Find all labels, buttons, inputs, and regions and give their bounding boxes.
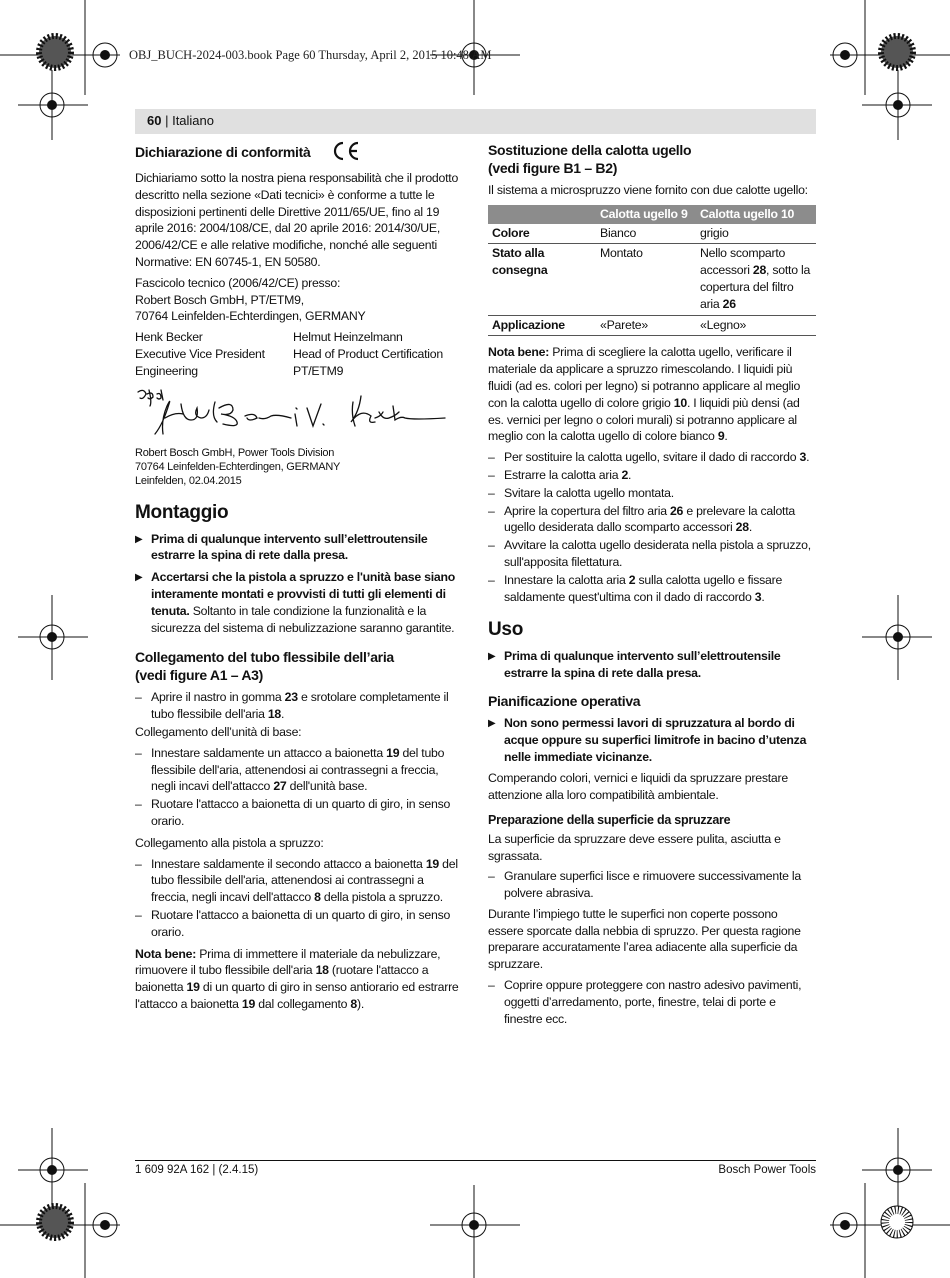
- ref-number: 27: [273, 779, 287, 794]
- base-step-1: [135, 745, 460, 795]
- ref-number: 3: [799, 450, 807, 465]
- dash-mark: –: [488, 467, 495, 482]
- text-run: Prima di immettere il materiale da nebulizzare, rimuovere il tubo flessibile dell'aria: [135, 946, 441, 978]
- use-bullet-1-text: Prima di qualunque intervento sull’elettroutensile estrarre la spina di rete dalla presa.: [504, 649, 781, 681]
- dash-mark: –: [488, 869, 495, 884]
- ref-number: 28: [752, 263, 767, 278]
- technical-file-line-3: 70764 Leinfelden-Echterdingen, GERMANY: [135, 309, 366, 324]
- text-run: .: [761, 589, 765, 604]
- ref-number: 26: [669, 503, 684, 518]
- right-column: [488, 141, 816, 1028]
- dash-mark: –: [488, 538, 495, 553]
- conformity-text: Dichiariamo sotto la nostra piena responsabilità che il prodotto descritto nella sezione «Dati tecnici» è conforme a tutte le disposizioni pertinenti delle Direttive 2011/65/UE, fino al 19 aprile 2016: 2004/108/CE, dal 20 aprile 2016: 2014/30/UE, 2006/42/CE e alle relative modifiche, nonché alle seguenti Normative: EN 60745-1, EN 50580.: [135, 171, 459, 269]
- hose-heading-line-1: Collegamento del tubo flessibile dell’aria: [135, 649, 394, 666]
- text-run: .: [724, 429, 728, 444]
- nozzle-step-5-text: Avvitare la calotta ugello desiderata nella pistola a spruzzo, sull'apposita filettatura.: [504, 538, 811, 569]
- dash-mark: –: [488, 978, 495, 993]
- text-run: Aprire il nastro in gomma: [151, 690, 285, 705]
- nozzle-step-3-text: Svitare la calotta ugello montata.: [504, 485, 674, 500]
- prep-step-2-text: Coprire oppure proteggere con nastro adesivo pavimenti, oggetti d’arredamento, porte, finestre, telai di porte e finestre ecc.: [504, 978, 802, 1026]
- hose-heading-line-2: (vedi figure A1 – A3): [135, 667, 264, 684]
- signer-1: [135, 329, 293, 379]
- text-run: di un quarto di giro in senso antiorario ed estrarre l'attacco a baionetta: [135, 980, 459, 1011]
- base-step-2-text: Ruotare l'attacco a baionetta di un quarto di giro, in senso orario.: [151, 797, 451, 828]
- assembly-heading: Montaggio: [135, 501, 229, 523]
- note-label: Nota bene:: [135, 946, 197, 961]
- assembly-bullet-2: [135, 569, 460, 636]
- signer-1-name: Henk Becker: [135, 330, 203, 345]
- ref-number: 19: [186, 980, 200, 995]
- base-step-2: [135, 796, 460, 830]
- ref-number: 19: [241, 996, 256, 1011]
- bullet-triangle-icon: ▶: [135, 533, 143, 545]
- text-run: .: [748, 520, 753, 535]
- table-cell: «Parete»: [596, 315, 696, 336]
- ref-number: 23: [284, 690, 298, 705]
- page-footer: [135, 1160, 816, 1176]
- signer-2-name: Helmut Heinzelmann: [293, 330, 403, 345]
- text-run: Prima di scegliere la calotta ugello, verificare il materiale da applicare a spruzzo rimescolando. I liquidi più fluidi (ad es. colori per legno) si potranno applicare al meglio con la calotta ugello di colore grigio: [488, 345, 801, 410]
- signer-2-title-2: PT/ETM9: [293, 363, 344, 378]
- text-run: Innestare saldamente il secondo attacco a baionetta: [151, 856, 426, 871]
- nozzle-intro: Il sistema a microspruzzo viene fornito con due calotte ugello:: [488, 183, 808, 197]
- use-bullet-1: [488, 648, 816, 682]
- table-row: [488, 224, 816, 244]
- assembly-bullet-2-text: Soltanto in tale condizione la funzionalità e la sicurezza del sistema di nebulizzazione saranno garantite.: [151, 603, 455, 635]
- prep-step-2: [488, 977, 816, 1027]
- company-line-1: Robert Bosch GmbH, Power Tools Division: [135, 446, 335, 459]
- note-label: Nota bene:: [488, 345, 550, 360]
- table-row-label: Colore: [488, 224, 596, 244]
- ref-number: 8: [314, 890, 321, 905]
- assembly-note: [135, 946, 460, 1013]
- signer-1-title-2: Engineering: [135, 363, 198, 378]
- page-number: 60: [147, 113, 162, 128]
- nozzle-step-3: [488, 485, 816, 502]
- nozzle-heading-line-1: Sostituzione della calotta ugello: [488, 142, 692, 158]
- text-run: Per sostituire la calotta ugello, svitare il dado di raccordo: [504, 450, 800, 465]
- dash-mark: –: [488, 572, 495, 587]
- text-run: .: [281, 707, 285, 722]
- conformity-heading: [135, 141, 460, 165]
- text-run: .: [806, 450, 810, 465]
- prep-text-1: La superficie da spruzzare deve essere pulita, asciutta e sgrassata.: [488, 831, 781, 863]
- table-cell: Bianco: [596, 224, 696, 244]
- footer-brand: Bosch Power Tools: [718, 1164, 816, 1176]
- planning-bullet-1: [488, 715, 816, 765]
- hose-heading: [135, 648, 460, 684]
- table-row: [488, 315, 816, 336]
- ref-number: 8: [350, 996, 358, 1011]
- table-header-cell: Calotta ugello 9: [596, 205, 696, 224]
- gun-step-1: [135, 856, 460, 906]
- nozzle-step-1: [488, 449, 816, 466]
- company-line-3: Leinfelden, 02.04.2015: [135, 474, 242, 487]
- prep-step-1: [488, 868, 816, 902]
- technical-file-line-2: Robert Bosch GmbH, PT/ETM9,: [135, 292, 304, 307]
- company-line-2: 70764 Leinfelden-Echterdingen, GERMANY: [135, 460, 341, 473]
- text-run: Nello scomparto accessori: [700, 246, 786, 278]
- table-header-row: [488, 205, 816, 224]
- text-run: Estrarre la calotta aria: [504, 467, 622, 482]
- dash-mark: –: [488, 450, 495, 465]
- table-row-label: Stato alla consegna: [488, 244, 596, 315]
- text-run: , sotto la copertura del filtro aria: [700, 263, 811, 311]
- signer-1-title-1: Executive Vice President: [135, 346, 265, 361]
- signer-2-title-1: Head of Product Certification: [293, 346, 443, 361]
- dash-mark: –: [488, 485, 495, 500]
- table-cell: grigio: [696, 224, 816, 244]
- text-run: . I liquidi più densi (ad es. vernici per legno o colori murali) si potranno applicare al meglio con la calotta ugello di colore bianco: [488, 395, 800, 444]
- planning-text: Comperando colori, vernici e liquidi da spruzzare prestare attenzione alla loro compatibilità ambientale.: [488, 771, 788, 803]
- table-header-cell: Calotta ugello 10: [696, 205, 816, 224]
- text-run: del tubo flessibile dell'aria, attenendosi ai contrassegni a freccia, negli incavi dell'attacco: [151, 856, 458, 905]
- dash-mark: –: [135, 690, 142, 705]
- footer-doc-number: 1 609 92A 162 | (2.4.15): [135, 1164, 259, 1176]
- planning-bullet-1-text: Non sono permessi lavori di spruzzatura al bordo di acque oppure su superfici limitrofe in bacino d’utenza nelle immediate vicinanze.: [504, 715, 807, 764]
- nozzle-note: [488, 344, 816, 445]
- nozzle-step-6: [488, 572, 816, 606]
- assembly-bullet-2-bold: Accertarsi che la pistola a spruzzo e l'unità base siano interamente montati e provvisti di tutti gli elementi di tenuta.: [151, 570, 455, 618]
- dash-mark: –: [135, 907, 142, 922]
- nozzle-step-5: [488, 537, 816, 571]
- dash-mark: –: [135, 856, 142, 871]
- page-header: [147, 113, 214, 128]
- ref-number: 18: [315, 963, 329, 978]
- ref-number: 10: [673, 395, 687, 410]
- prep-text-2: Durante l’impiego tutte le superfici non coperte possono essere sporcate dalla nebbia di spruzzo. Per questa ragione preparare accuratamente l’area adiacente alla superficie da spruzzare.: [488, 906, 801, 972]
- bullet-triangle-icon: ▶: [488, 651, 496, 663]
- gun-step-2: [135, 907, 460, 941]
- ref-number: 19: [425, 856, 439, 871]
- dash-mark: –: [135, 797, 142, 812]
- ref-number: 9: [717, 429, 725, 444]
- text-run: (ruotare l'attacco a baionetta: [135, 963, 429, 995]
- table-cell: Montato: [596, 244, 696, 315]
- ref-number: 26: [722, 296, 736, 311]
- text-run: .: [628, 467, 632, 482]
- hose-step-1: [135, 689, 460, 723]
- table-row-label: Applicazione: [488, 315, 596, 336]
- assembly-bullet-1: [135, 531, 460, 565]
- text-run: e srotolare completamente il tubo flessibile dell'aria: [151, 690, 449, 722]
- nozzle-table: [488, 205, 816, 337]
- bullet-triangle-icon: ▶: [488, 717, 496, 729]
- signer-2: [293, 329, 451, 379]
- planning-heading: Pianificazione operativa: [488, 692, 641, 709]
- text-run: Aprire la copertura del filtro aria: [504, 503, 670, 518]
- ref-number: 2: [628, 572, 636, 587]
- text-run: e prelevare la calotta ugello desiderata dallo scomparto accessori: [504, 503, 795, 535]
- text-run: dal collegamento: [255, 996, 351, 1011]
- ce-mark-icon: [331, 141, 361, 165]
- base-intro: Collegamento dell’unità di base:: [135, 724, 302, 739]
- text-run: del tubo flessibile dell'aria, attenendosi ai contrassegni a freccia, negli incavi dell'attacco: [151, 745, 445, 794]
- text-run: Innestare la calotta aria: [504, 572, 629, 587]
- table-header-cell: [488, 205, 596, 224]
- table-cell: [696, 244, 816, 315]
- dash-mark: –: [135, 745, 142, 760]
- nozzle-step-2: [488, 467, 816, 484]
- print-slug: OBJ_BUCH-2024-003.book Page 60 Thursday, April 2, 2015 10:48 AM: [129, 48, 492, 62]
- text-run: dell'unità base.: [286, 779, 368, 794]
- text-run: Innestare saldamente un attacco a baionetta: [151, 745, 387, 760]
- prep-step-1-text: Granulare superfici lisce e rimuovere successivamente la polvere abrasiva.: [504, 869, 801, 901]
- ref-number: 3: [754, 589, 762, 604]
- gun-step-2-text: Ruotare l'attacco a baionetta di un quarto di giro, in senso orario.: [151, 907, 451, 939]
- assembly-bullet-1-text: Prima di qualunque intervento sull’elettroutensile estrarre la spina di rete dalla presa.: [151, 531, 428, 563]
- text-run: della pistola a spruzzo.: [320, 890, 443, 905]
- nozzle-step-4: [488, 503, 816, 537]
- text-run: sulla calotta ugello e fissare saldamente quest'ultima con il dado di raccordo: [504, 572, 783, 604]
- ref-number: 19: [386, 745, 400, 760]
- page-header-band: [135, 109, 816, 134]
- technical-file: [135, 275, 460, 325]
- signature-scribbles: [135, 384, 460, 446]
- signers: [135, 329, 460, 379]
- conformity-title: Dichiarazione di conformità: [135, 144, 311, 160]
- nozzle-heading: [488, 141, 816, 177]
- ref-number: 2: [621, 467, 629, 482]
- gun-intro: Collegamento alla pistola a spruzzo:: [135, 835, 324, 850]
- use-heading: Uso: [488, 619, 523, 641]
- dash-mark: –: [488, 503, 495, 518]
- prep-heading: Preparazione della superficie da spruzzare: [488, 812, 731, 827]
- header-separator: |: [161, 113, 173, 128]
- technical-file-line-1: Fascicolo tecnico (2006/42/CE) presso:: [135, 275, 341, 290]
- left-column: [135, 141, 460, 1017]
- bullet-triangle-icon: ▶: [135, 572, 143, 584]
- table-cell: «Legno»: [696, 315, 816, 336]
- ref-number: 18: [267, 707, 282, 722]
- table-row: [488, 244, 816, 315]
- nozzle-heading-line-2: (vedi figure B1 – B2): [488, 160, 618, 176]
- ref-number: 28: [735, 520, 749, 535]
- text-run: ).: [357, 996, 365, 1011]
- header-language: Italiano: [172, 113, 214, 128]
